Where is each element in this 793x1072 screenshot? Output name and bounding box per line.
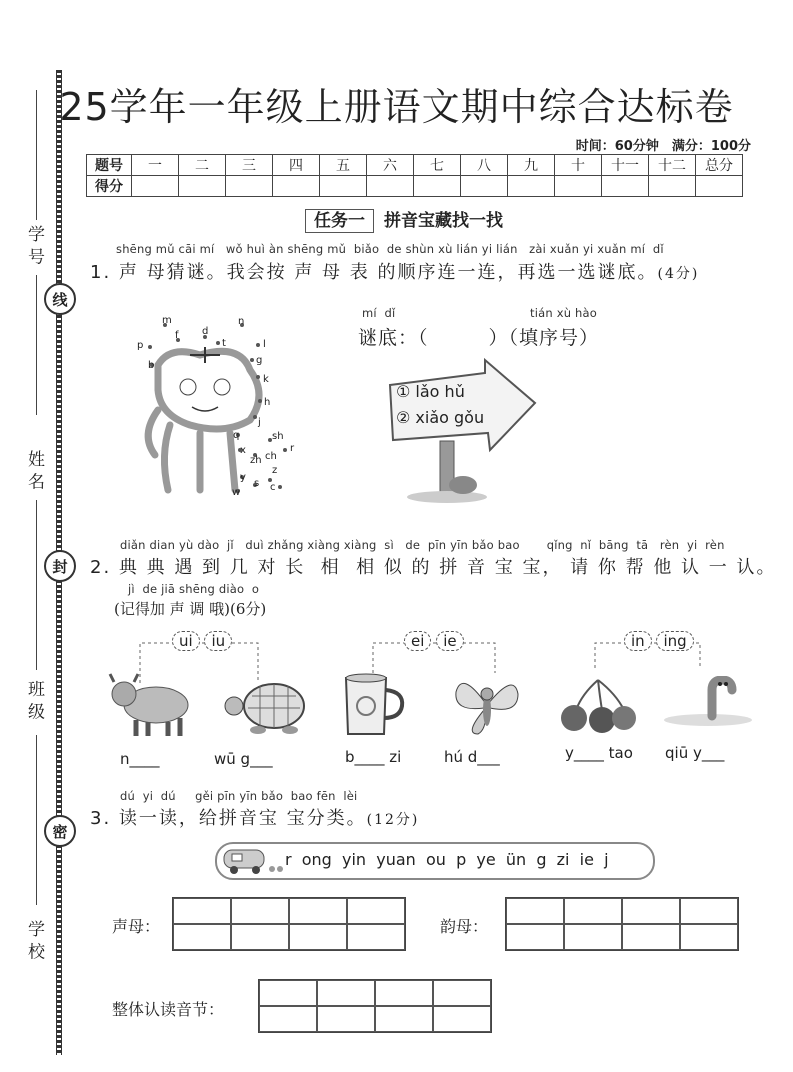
connect-dot: [283, 448, 287, 452]
letter-label: sh: [272, 431, 284, 442]
pinyin-bubble: ie: [436, 631, 463, 651]
exam-meta: 时间：60分钟 满分：100分: [575, 139, 751, 154]
score-cell: 三: [226, 155, 273, 176]
score-row-points: [87, 176, 743, 197]
binding-rule: [36, 500, 37, 670]
class-label: 班 级: [24, 680, 44, 720]
score-cell: 十一: [602, 155, 649, 176]
answer-cell[interactable]: [622, 898, 680, 924]
zhengti-label: 整体认读音节：: [112, 1000, 225, 1019]
turtle-picture: [222, 676, 312, 736]
score-input-cell[interactable]: [696, 176, 743, 197]
letter-label: x: [240, 445, 246, 456]
letter-label: ch: [265, 451, 277, 462]
pinyin-bubble: ei: [404, 631, 431, 651]
seal-xian: 线: [44, 283, 76, 315]
connect-dot: [258, 399, 262, 403]
pinyin-items: r ong yin yuan ou p ye ün g zi ie j: [285, 850, 609, 869]
score-cell: 四: [273, 155, 320, 176]
blank-beizi[interactable]: b____ zi: [345, 748, 402, 766]
pinyin-bubble: ui: [172, 631, 200, 651]
letter-label: h: [264, 397, 271, 408]
shengmu-label: 声母：: [112, 917, 161, 936]
pair-1: [172, 632, 232, 650]
connect-dot: [256, 343, 260, 347]
score-cell: 总分: [696, 155, 743, 176]
cherry-picture: [558, 676, 638, 736]
task-header: [305, 206, 503, 231]
blank-niu[interactable]: n____: [120, 750, 160, 768]
q1-prompt: 1. 声 母猜谜。我会按 声 母 表 的顺序连一连，再选一选谜底。: [90, 262, 658, 283]
connect-dot: [256, 375, 260, 379]
q1-answer-line[interactable]: [358, 323, 599, 350]
score-row-numbers: [87, 155, 743, 176]
blank-hudie[interactable]: hú d___: [444, 748, 500, 766]
score-cell: 七: [414, 155, 461, 176]
score-input-cell[interactable]: [555, 176, 602, 197]
cup-picture: [340, 670, 410, 740]
answer-cell[interactable]: [231, 898, 289, 924]
q2-text: 2. 典 典 遇 到 几 对 长 相 相 似 的 拼 音 宝 宝， 请 你 帮 他 认 一 认。: [90, 557, 777, 578]
q1-text: [90, 258, 699, 284]
student-no-label: 学 号: [24, 225, 44, 265]
binding-rule: [36, 735, 37, 905]
arrow-signpost-picture: [385, 355, 555, 505]
q3-prompt: 3. 读一读，给拼音宝 宝分类。: [90, 808, 367, 829]
q3-pinyin: dú yi dú gěi pīn yīn bǎo bao fēn lèi: [120, 789, 358, 803]
answer-cell[interactable]: [173, 898, 231, 924]
answer-cell[interactable]: [317, 1006, 375, 1032]
answer-cell[interactable]: [433, 1006, 491, 1032]
answer-cell[interactable]: [375, 1006, 433, 1032]
zhengti-grid[interactable]: [258, 979, 492, 1033]
binding-rule: [36, 275, 37, 415]
answer-cell[interactable]: [289, 924, 347, 950]
answer-cell[interactable]: [289, 898, 347, 924]
score-input-cell[interactable]: [179, 176, 226, 197]
butterfly-picture: [452, 668, 522, 740]
score-cell: 八: [461, 155, 508, 176]
score-cell: 六: [367, 155, 414, 176]
school-label: 学 校: [24, 920, 44, 960]
q1-answer-pinyin: mí dǐ: [362, 306, 396, 320]
answer-cell[interactable]: [347, 924, 405, 950]
answer-cell[interactable]: [347, 898, 405, 924]
answer-cell[interactable]: [231, 924, 289, 950]
letter-label: n: [238, 316, 245, 327]
letter-label: f: [175, 330, 179, 341]
letter-label: w: [232, 487, 241, 498]
letter-label: c: [270, 482, 276, 493]
task-title: 拼音宝藏找一找: [384, 211, 503, 231]
pinyin-bubble: in: [624, 631, 652, 651]
letter-label: s: [254, 478, 260, 489]
sign-option-2: ② xiǎo gǒu: [396, 408, 485, 427]
score-input-cell[interactable]: [461, 176, 508, 197]
shengmu-grid[interactable]: [172, 897, 406, 951]
letter-label: q: [233, 430, 240, 441]
score-input-cell[interactable]: [273, 176, 320, 197]
worm-picture: [662, 676, 754, 728]
letter-label: zh: [250, 455, 262, 466]
sign-option-1: ① lǎo hǔ: [396, 382, 465, 401]
answer-cell[interactable]: [564, 924, 622, 950]
answer-cell[interactable]: [375, 980, 433, 1006]
ox-picture: [106, 670, 196, 740]
pair-3: [624, 632, 694, 650]
connect-dot: [278, 485, 282, 489]
score-input-cell[interactable]: [602, 176, 649, 197]
connect-dot: [253, 415, 257, 419]
score-input-cell[interactable]: [508, 176, 555, 197]
q1-hint-pinyin: tián xù hào: [530, 306, 598, 320]
score-cell: 得分: [87, 176, 132, 197]
tiger-connect-dots-picture: [130, 315, 310, 505]
car-icon: [220, 844, 286, 876]
score-cell: 十二: [649, 155, 696, 176]
answer-cell[interactable]: [259, 1006, 317, 1032]
letter-label: k: [263, 374, 269, 385]
score-cell: 九: [508, 155, 555, 176]
name-label: 姓 名: [24, 450, 44, 490]
answer-cell[interactable]: [506, 898, 564, 924]
pinyin-bubble: ing: [656, 631, 693, 651]
q2-pinyin-2: jì de jiā shēng diào o: [128, 582, 260, 596]
letter-label: m: [162, 315, 172, 326]
answer-cell[interactable]: [680, 924, 738, 950]
letter-label: r: [290, 443, 295, 454]
score-cell: 十: [555, 155, 602, 176]
score-input-cell[interactable]: [367, 176, 414, 197]
letter-label: z: [272, 465, 278, 476]
score-input-cell[interactable]: [132, 176, 179, 197]
q2-pinyin: diǎn dian yù dào jǐ duì zhǎng xiàng xiàng sì de pīn yīn bǎo bao qǐng nǐ bāng tā rèn yi rèn: [120, 538, 725, 552]
score-input-cell[interactable]: [226, 176, 273, 197]
score-table: [86, 154, 743, 197]
yunmu-label: 韵母：: [440, 917, 489, 936]
seal-mi: 密: [44, 815, 76, 847]
q3-score: (12分): [366, 812, 420, 828]
connect-dot: [216, 341, 220, 345]
blank-yingtao[interactable]: y____ tao: [565, 744, 633, 762]
letter-label: d: [202, 326, 209, 337]
answer-cell[interactable]: [680, 898, 738, 924]
answer-cell[interactable]: [622, 924, 680, 950]
blank-wugui[interactable]: wū g___: [214, 750, 273, 768]
score-cell: 题号: [87, 155, 132, 176]
letter-label: t: [222, 338, 226, 349]
score-input-cell[interactable]: [320, 176, 367, 197]
pair-2: [404, 632, 464, 650]
exam-title: 25学年一年级上册语文期中综合达标卷: [59, 85, 734, 129]
score-input-cell[interactable]: [414, 176, 461, 197]
letter-label: g: [256, 355, 263, 366]
connect-dot: [250, 358, 254, 362]
answer-cell[interactable]: [433, 980, 491, 1006]
pinyin-bubble: iu: [204, 631, 232, 651]
q3-text: [90, 804, 419, 830]
connect-dot: [148, 345, 152, 349]
letter-label: j: [258, 417, 261, 428]
q1-answer-hint: （填序号）: [508, 327, 600, 349]
answer-cell[interactable]: [173, 924, 231, 950]
answer-cell[interactable]: [564, 898, 622, 924]
yunmu-grid[interactable]: [505, 897, 739, 951]
q1-pinyin: shēng mǔ cāi mí wǒ huì àn shēng mǔ biǎo de shùn xù lián yi lián zài xuǎn yi xuǎn mí dǐ: [116, 242, 664, 256]
q1-answer-label: 谜底：（ ）: [358, 327, 509, 349]
q2-text-2: (记得加 声 调 哦)(6分): [114, 600, 267, 618]
answer-cell[interactable]: [317, 980, 375, 1006]
task-tag: 任务一: [305, 209, 374, 233]
answer-cell[interactable]: [259, 980, 317, 1006]
letter-label: b: [148, 360, 155, 371]
blank-qiuyin[interactable]: qiū y___: [665, 744, 725, 762]
score-cell: 五: [320, 155, 367, 176]
q1-score: (4分): [657, 266, 700, 282]
score-cell: 二: [179, 155, 226, 176]
answer-cell[interactable]: [506, 924, 564, 950]
letter-label: y: [240, 472, 246, 483]
score-cell: 一: [132, 155, 179, 176]
letter-label: p: [137, 340, 144, 351]
score-input-cell[interactable]: [649, 176, 696, 197]
letter-label: l: [263, 339, 266, 350]
seal-feng: 封: [44, 550, 76, 582]
